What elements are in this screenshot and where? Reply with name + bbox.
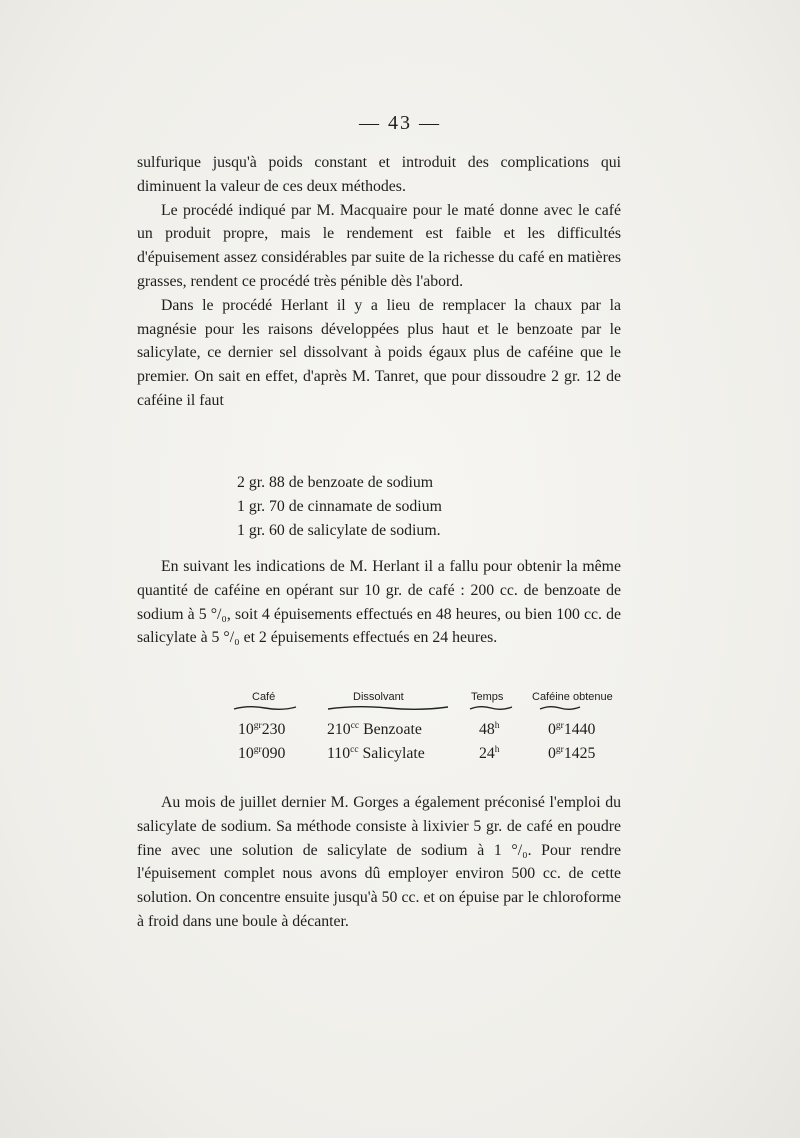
column-header-cafeine: Caféine obtenue [532, 691, 613, 703]
list-item: 1 gr. 60 de salicylate de sodium. [237, 521, 441, 539]
paragraph-continuation: sulfurique jusqu'à poids constant et introduit des complications qui diminuent la valeur de ces deux méthodes. [137, 154, 621, 195]
solvent-list [237, 471, 442, 542]
page-number: — 43 — [359, 112, 441, 134]
paragraph-herlant: Dans le procédé Herlant il y a lieu de remplacer la chaux par la magnésie pour les raisons développées plus haut et le benzoate par le salicylate, ce dernier sel dissolvant à poids égaux plus de caféine que le premier. On sait en effet, d'après M. Tanret, que pour dissoudre 2 gr. 12 de caféine il faut [137, 296, 621, 409]
cell-temps: 24$^h$ [479, 745, 500, 762]
paragraph-indications: En suivant les indications de M. Herlant il a fallu pour obtenir la même quantité de caféine en opérant sur 10 gr. de café : 200 cc. de benzoate de sodium à 5 °/₀, soit 4 épuisements effectués en 48 heures, ou bien 100 cc. de salicylate à 5 °/₀ et 2 épuisements effectués en 24 heures. [137, 558, 621, 647]
body-text-mid [137, 555, 621, 650]
cell-cafeine: $0^{gr}1440$ [548, 721, 596, 738]
cell-cafeine: $0^{gr}1425$ [548, 745, 596, 762]
header-underline-swash [232, 704, 298, 712]
cell-cafe: $10^{gr}230$ [238, 721, 286, 738]
list-item: 1 gr. 70 de cinnamate de sodium [237, 497, 442, 515]
cell-temps: 48$^h$ [479, 721, 500, 738]
body-text-top [137, 151, 621, 413]
list-item: 2 gr. 88 de benzoate de sodium [237, 474, 434, 491]
body-text-bottom [137, 791, 621, 934]
cell-cafe: $10^{gr}090$ [238, 745, 286, 762]
cell-dissolvant: $210^{cc}$ Benzoate [327, 721, 422, 738]
header-underline-swash [468, 704, 514, 712]
column-header-dissolvant: Dissolvant [353, 691, 404, 703]
header-underline-swash [538, 704, 582, 712]
paragraph-gorges: Au mois de juillet dernier M. Gorges a également préconisé l'emploi du salicylate de sodium. Sa méthode consiste à lixivier 5 gr. de café en poudre fine avec une solution de salicylate de sodium à 1 °/₀. Pour rendre l'épuisement complet nous avons dû employer environ 500 cc. de cette solution. On concentre ensuite jusqu'à 50 cc. et on épuise par le chloroforme à froid dans une boule à décanter. [137, 794, 621, 930]
header-underline-swash [326, 704, 450, 712]
cell-dissolvant: $110^{cc}$ Salicylate [327, 745, 425, 762]
column-header-temps: Temps [471, 691, 504, 703]
column-header-cafe: Café [252, 691, 276, 703]
paragraph-macquaire: Le procédé indiqué par M. Macquaire pour le maté donne avec le café un produit propre, mais le rendement est faible et les difficultés d'épuisement assez considérables par suite de la richesse du café en matières grasses, rendent ce procédé très pénible dès l'abord. [137, 201, 621, 290]
